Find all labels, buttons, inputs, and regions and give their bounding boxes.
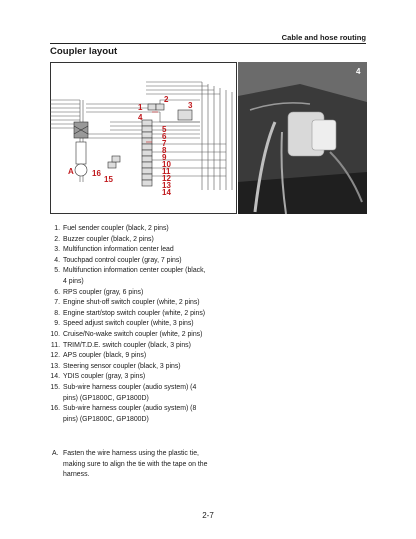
list-item: 5. Multifunction information center coupler (black, 4 pins)	[54, 267, 206, 285]
coupler-layout-figure	[50, 62, 367, 214]
callout-10: 10	[162, 160, 171, 169]
list-item: 2. Buzzer coupler (black, 2 pins)	[54, 235, 154, 243]
callout-5: 5	[162, 125, 167, 134]
coupler-list	[50, 224, 210, 425]
header-title: Cable and hose routing	[281, 33, 366, 42]
callout-6: 6	[162, 132, 167, 141]
section-title: Coupler layout	[50, 46, 118, 57]
callout-8: 8	[162, 146, 167, 155]
callout-3: 3	[188, 101, 193, 110]
list-item: 1. Fuel sender coupler (black, 2 pins)	[54, 225, 169, 232]
callout-7: 7	[162, 139, 167, 148]
callout-2: 2	[164, 95, 169, 104]
list-item: 7. Engine shut-off switch coupler (white, 2 pins)	[54, 299, 200, 307]
list-item: 3. Multifunction information center lead	[54, 246, 174, 254]
callout-4: 4	[138, 113, 143, 122]
callout-15: 15	[104, 175, 113, 184]
coupler-diagram	[50, 62, 367, 214]
callout-13: 13	[162, 181, 171, 190]
note-letter: A.	[52, 450, 59, 457]
list-item: 9. Speed adjust switch coupler (white, 3 pins)	[54, 320, 194, 328]
callout-16: 16	[92, 169, 101, 178]
list-item: 11. TRIM/T.D.E. switch coupler (black, 3 pins)	[50, 341, 191, 349]
harness-photo	[238, 62, 367, 214]
list-item: 16. Sub-wire harness coupler (audio system) (8 pins) (GP1800C, GP1800D)	[50, 405, 197, 423]
harness-tie	[74, 122, 88, 176]
callout-1: 1	[138, 103, 143, 112]
callout-12: 12	[162, 174, 171, 183]
note	[50, 449, 223, 481]
callout-11: 11	[162, 167, 171, 176]
list-item: 10. Cruise/No-wake switch coupler (white, 2 pins)	[50, 330, 203, 338]
list-item: 15. Sub-wire harness coupler (audio system) (4 pins) (GP1800C, GP1800D)	[50, 383, 197, 402]
callout-14: 14	[162, 188, 171, 197]
callout-A: A	[68, 167, 74, 176]
list-item: 13. Steering sensor coupler (black, 3 pins)	[50, 362, 181, 370]
header-rule	[50, 43, 366, 44]
photo-callout-4: 4	[356, 67, 361, 76]
callout-9: 9	[162, 153, 167, 162]
page-number: 2-7	[202, 511, 214, 520]
list-item: 12. APS coupler (black, 9 pins)	[50, 352, 147, 360]
note-text: Fasten the wire harness using the plastic tie, making sure to align the tie with the tape on the harness.	[63, 450, 208, 479]
list-item: 6. RPS coupler (gray, 6 pins)	[54, 288, 144, 296]
list-item: 14. YDIS coupler (gray, 3 pins)	[50, 373, 146, 381]
list-item: 4. Touchpad control coupler (gray, 7 pins)	[54, 256, 182, 264]
list-item: 8. Engine start/stop switch coupler (white, 2 pins)	[54, 309, 206, 317]
